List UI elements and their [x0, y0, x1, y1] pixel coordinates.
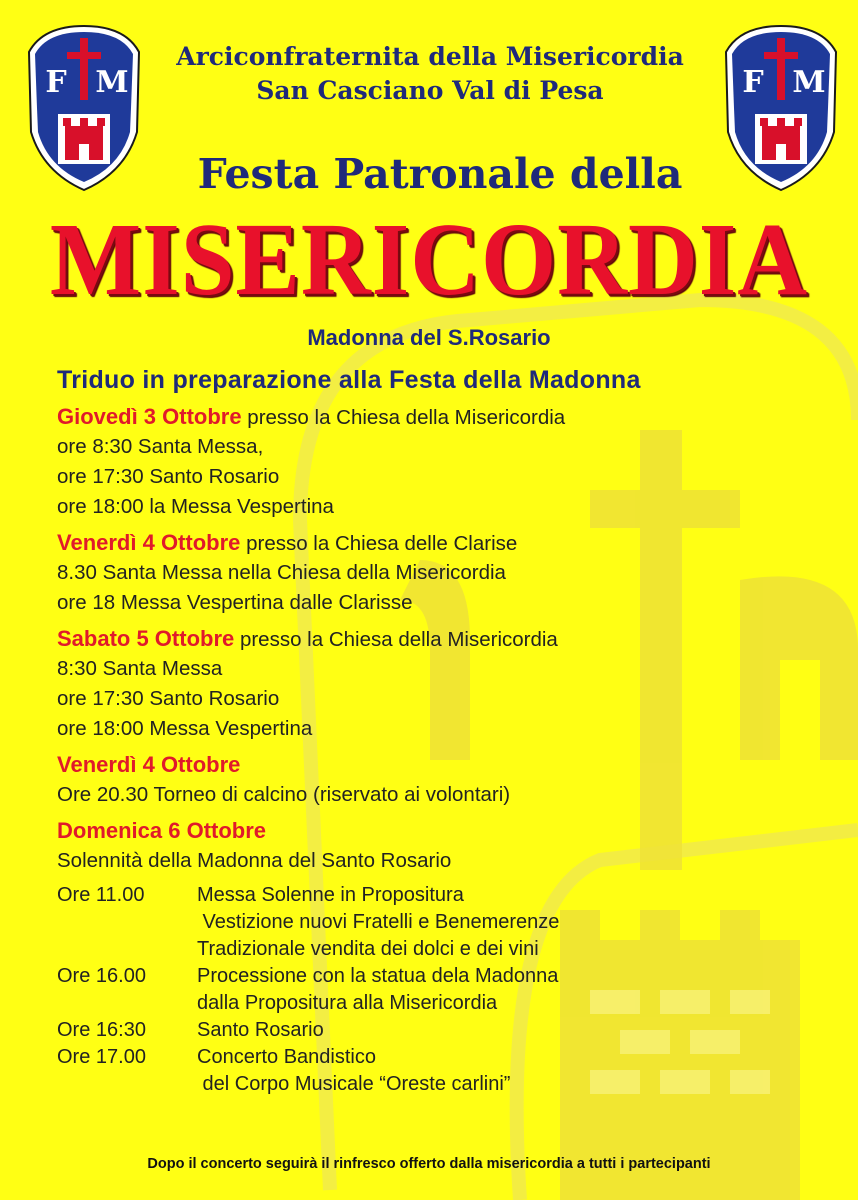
schedule-line: ore 17:30 Santo Rosario: [57, 465, 280, 488]
schedule-desc: Tradizionale vendita dei dolci e dei vini: [197, 938, 539, 960]
footer-note: Dopo il concerto seguirà il rinfresco offerto dalla misericordia a tutti i partecipanti: [147, 1156, 711, 1172]
schedule-desc: Vestizione nuovi Fratelli e Benemerenze: [197, 911, 560, 933]
schedule-row: [57, 1017, 847, 1044]
schedule-time: Ore 16:30: [57, 1019, 146, 1041]
schedule-desc: del Corpo Musicale “Oreste carlini”: [197, 1073, 511, 1095]
schedule-time: Ore 17.00: [57, 1046, 146, 1068]
day-block: [57, 528, 847, 618]
day-title: Giovedì 3 Ottobre: [57, 404, 242, 429]
program-body: [57, 402, 847, 1098]
day-title: Venerdì 4 Ottobre: [57, 752, 241, 777]
title-festa: Festa Patronale della: [197, 150, 683, 198]
domenica-subtitle: Solennità della Madonna del Santo Rosario: [57, 849, 452, 872]
schedule-line: ore 17:30 Santo Rosario: [57, 687, 280, 710]
day-block: [57, 402, 847, 522]
schedule-row: [57, 963, 847, 1017]
day-title: Venerdì 4 Ottobre: [57, 530, 241, 555]
triduo-heading: Triduo in preparazione alla Festa della Madonna: [57, 366, 641, 394]
schedule-row: [57, 882, 847, 963]
day-place: presso la Chiesa delle Clarise: [240, 532, 518, 555]
schedule-desc: Santo Rosario: [197, 1019, 324, 1041]
schedule-line: ore 8:30 Santa Messa,: [57, 435, 264, 458]
schedule-time: Ore 11.00: [57, 884, 145, 906]
schedule-line: ore 18:00 la Messa Vespertina: [57, 495, 334, 518]
schedule-line: 8.30 Santa Messa nella Chiesa della Misericordia: [57, 561, 506, 584]
schedule-line: ore 18:00 Messa Vespertina: [57, 717, 313, 740]
day-title: Sabato 5 Ottobre: [57, 626, 235, 651]
schedule-desc: Concerto Bandistico: [197, 1046, 376, 1068]
schedule-time: Ore 16.00: [57, 965, 146, 987]
schedule-desc: dalla Propositura alla Misericordia: [197, 992, 498, 1014]
day-block: [57, 750, 847, 810]
crest-letter-f: F: [45, 65, 67, 100]
subtitle-madonna: Madonna del S.Rosario: [307, 325, 551, 350]
crest-letter-f: F: [742, 65, 764, 100]
schedule-line: Ore 20.30 Torneo di calcino (riservato ai volontari): [57, 783, 511, 806]
org-location: San Casciano Val di Pesa: [256, 76, 604, 105]
day-title: Domenica 6 Ottobre: [57, 818, 267, 843]
day-place: presso la Chiesa della Misericordia: [241, 406, 566, 429]
schedule-desc: Processione con la statua dela Madonna: [197, 965, 559, 987]
org-name: Arciconfraternita della Misericordia: [176, 42, 684, 71]
crest-letter-m: M: [95, 65, 129, 100]
schedule-row: [57, 1044, 847, 1098]
crest-letter-m: M: [792, 65, 826, 100]
domenica-block: [57, 816, 847, 1098]
schedule-desc: Messa Solenne in Propositura: [197, 884, 464, 906]
schedule-line: ore 18 Messa Vespertina dalle Clarisse: [57, 591, 413, 614]
day-place: presso la Chiesa della Misericordia: [234, 628, 558, 651]
day-block: [57, 624, 847, 744]
schedule-line: 8:30 Santa Messa: [57, 657, 223, 680]
title-misericordia: MISERICORDIA: [49, 202, 809, 317]
